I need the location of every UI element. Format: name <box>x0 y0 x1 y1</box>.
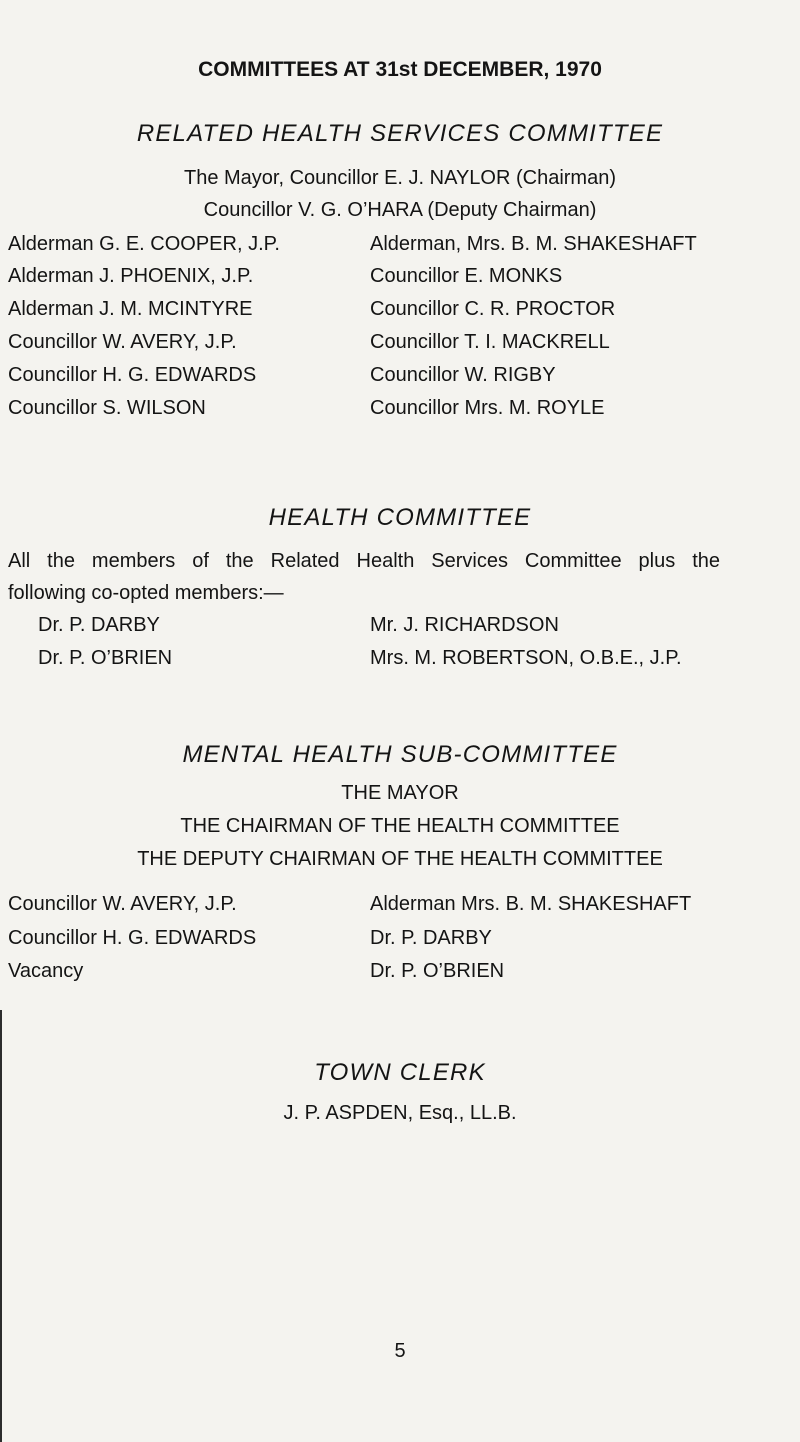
health-committee-heading: HEALTH COMMITTEE <box>268 504 532 531</box>
related-health-services-right-member: Alderman, Mrs. B. M. SHAKESHAFT <box>370 233 697 255</box>
related-health-services-left-member: Alderman G. E. COOPER, J.P. <box>8 233 280 255</box>
mental-health-sub-committee-heading: MENTAL HEALTH SUB-COMMITTEE <box>182 741 618 768</box>
town-clerk-heading: TOWN CLERK <box>314 1059 486 1086</box>
mental-health-line-2: THE CHAIRMAN OF THE HEALTH COMMITTEE <box>180 815 620 837</box>
related-health-services-deputy-chairman: Councillor V. G. O’HARA (Deputy Chairman) <box>203 199 597 221</box>
related-health-services-chairman: The Mayor, Councillor E. J. NAYLOR (Chairman) <box>184 167 616 189</box>
mental-health-right-member: Alderman Mrs. B. M. SHAKESHAFT <box>370 893 692 915</box>
mental-health-right-member: Dr. P. O’BRIEN <box>370 960 505 982</box>
related-health-services-right-member: Councillor E. MONKS <box>370 265 563 287</box>
mental-health-right-member: Dr. P. DARBY <box>370 927 492 949</box>
health-committee-right-member: Mr. J. RICHARDSON <box>370 614 559 636</box>
related-health-services-left-member: Councillor S. WILSON <box>8 397 206 419</box>
mental-health-line-3: THE DEPUTY CHAIRMAN OF THE HEALTH COMMITTEE <box>137 848 663 870</box>
health-committee-left-member: Dr. P. DARBY <box>38 614 160 636</box>
health-committee-intro-line-1: All the members of the Related Health Services Committee plus the <box>8 550 720 572</box>
related-health-services-left-member: Councillor W. AVERY, J.P. <box>8 331 237 353</box>
related-health-services-right-member: Councillor W. RIGBY <box>370 364 556 386</box>
mental-health-left-member: Councillor W. AVERY, J.P. <box>8 893 237 915</box>
health-committee-intro-line-2: following co-opted members:— <box>8 582 284 604</box>
related-health-services-right-member: Councillor Mrs. M. ROYLE <box>370 397 605 419</box>
related-health-services-right-member: Councillor C. R. PROCTOR <box>370 298 616 320</box>
health-committee-left-member: Dr. P. O’BRIEN <box>38 647 173 669</box>
related-health-services-left-member: Alderman J. PHOENIX, J.P. <box>8 265 254 287</box>
mental-health-left-member: Councillor H. G. EDWARDS <box>8 927 257 949</box>
health-committee-right-member: Mrs. M. ROBERTSON, O.B.E., J.P. <box>370 647 682 669</box>
mental-health-line-1: THE MAYOR <box>341 782 459 804</box>
related-health-services-heading: RELATED HEALTH SERVICES COMMITTEE <box>136 120 664 147</box>
related-health-services-right-member: Councillor T. I. MACKRELL <box>370 331 610 353</box>
related-health-services-left-member: Councillor H. G. EDWARDS <box>8 364 257 386</box>
town-clerk-name: J. P. ASPDEN, Esq., LL.B. <box>283 1102 517 1124</box>
page-number: 5 <box>394 1340 406 1362</box>
mental-health-left-member: Vacancy <box>8 960 84 982</box>
page-title: COMMITTEES AT 31st DECEMBER, 1970 <box>198 58 602 81</box>
related-health-services-left-member: Alderman J. M. MCINTYRE <box>8 298 253 320</box>
